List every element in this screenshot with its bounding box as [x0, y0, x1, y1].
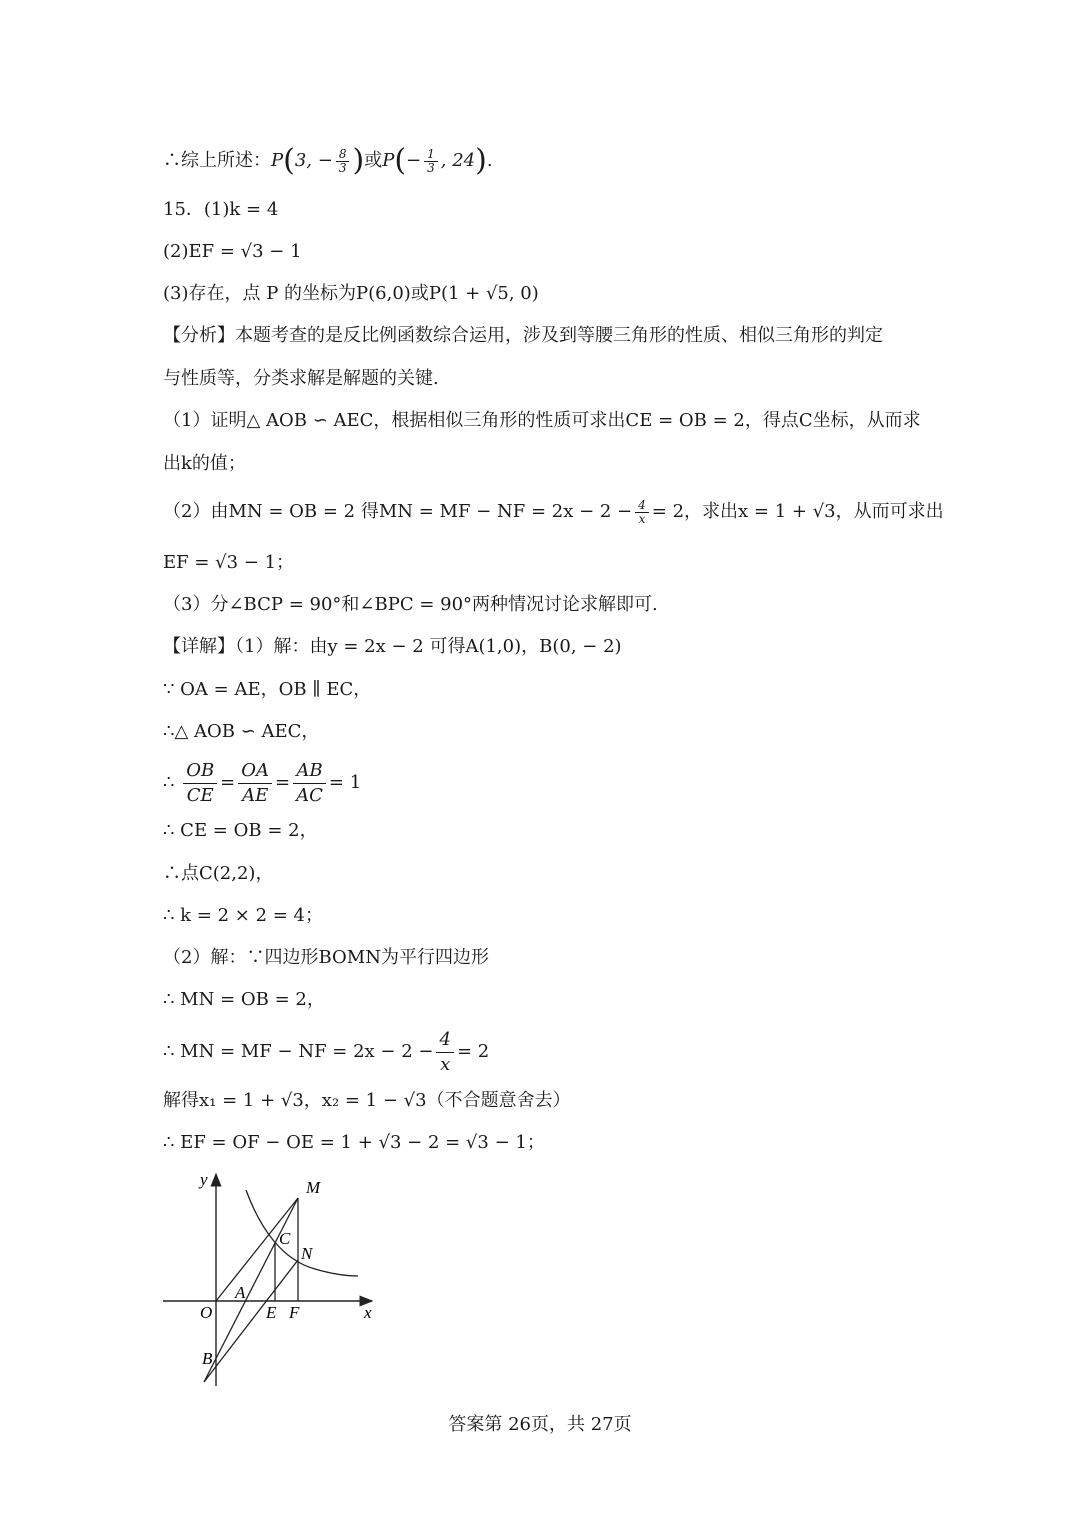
geometry-figure [160, 1168, 400, 1388]
therefore-sign: ∴ [163, 772, 175, 793]
detail-mn-equation [163, 1026, 489, 1078]
label-x: x [364, 1303, 372, 1322]
analysis-step-1: （1）证明△ AOB ∽ AEC，根据相似三角形的性质可求出CE = OB = 2，得点C坐标，从而求 [163, 410, 921, 431]
frac-num: AB [293, 759, 326, 784]
analysis-line-1: 【分析】本题考查的是反比例函数综合运用，涉及到等腰三角形的性质、相似三角形的判定 [163, 325, 883, 346]
analysis-line-2: 与性质等，分类求解是解题的关键. [163, 368, 439, 389]
minus-sign: − [406, 150, 422, 171]
period: . [486, 150, 493, 171]
frac-num: 8 [336, 148, 350, 162]
ratio-equation: ∴ $\frac{OB}{CE}$ = $\frac{OA}{AE}$ = $\frac{AB}{AC}$ = 1 [163, 759, 362, 806]
answer-15-2: (2)EF = √3 − 1 [163, 241, 302, 262]
label-c: C [279, 1229, 291, 1248]
fraction-4-x-large [436, 1028, 453, 1077]
frac-den: x [638, 511, 646, 526]
frac-num: OB [183, 759, 217, 784]
label-m: M [306, 1178, 321, 1197]
equals-one: = 1 [328, 772, 362, 793]
frac-den: x [440, 1053, 451, 1075]
page-footer: 答案第 26页，共 27页 [448, 1414, 632, 1435]
line-om [216, 1198, 298, 1301]
label-b: B [202, 1349, 213, 1368]
fraction-8-3 [336, 148, 350, 175]
point-p-label: P [271, 150, 284, 171]
fraction-ob-ce [183, 759, 217, 808]
paren-open-2: ( [394, 143, 407, 178]
coord-part: 3, − [294, 150, 333, 171]
analysis-step-1-cont: 出k的值； [163, 453, 246, 474]
detail-line-ce: ∴ CE = OB = 2， [163, 820, 318, 841]
paren-close: ) [352, 143, 365, 178]
answer-15-3: (3)存在，点 P 的坐标为P(6,0)或P(1 + √5, 0) [163, 283, 539, 304]
label-n: N [301, 1244, 313, 1263]
label-f: F [289, 1303, 300, 1322]
frac-num: OA [238, 759, 272, 784]
analysis-step-3: （3）分∠BCP = 90°和∠BPC = 90°两种情况讨论求解即可. [163, 594, 658, 615]
fraction-1-3 [424, 148, 438, 175]
answer-15-1: 15．(1)k = 4 [163, 199, 279, 220]
detail-ef-result: ∴ EF = OF − OE = 1 + √3 − 2 = √3 − 1； [163, 1132, 545, 1153]
frac-num: 4 [635, 499, 649, 513]
detail-mn-ob: ∴ MN = OB = 2， [163, 989, 325, 1010]
fraction-ab-ac [293, 759, 326, 808]
or-word: 或 [364, 150, 383, 171]
analysis-step-2-cont: EF = √3 − 1； [163, 552, 295, 573]
summary-prefix: ∴综上所述： [163, 150, 271, 171]
paren-open: ( [283, 143, 295, 178]
label-e: E [266, 1303, 277, 1322]
label-a: A [235, 1283, 246, 1302]
frac-num: 1 [424, 148, 438, 162]
paren-close-2: ) [475, 143, 487, 178]
hyperbola-curve [246, 1190, 358, 1276]
frac-den: 3 [427, 160, 435, 175]
frac-den: 3 [338, 160, 347, 175]
fraction-4-x [635, 499, 649, 526]
summary-line [163, 143, 493, 178]
detail-solve-x: 解得x₁ = 1 + √3，x₂ = 1 − √3（不合题意舍去） [163, 1090, 571, 1111]
detail-line-1: 【详解】（1）解：由y = 2x − 2 可得A(1,0)，B(0, − 2) [163, 636, 622, 657]
frac-num: 4 [436, 1028, 453, 1053]
frac-den: CE [186, 784, 214, 806]
equation-part-b: = 2 [456, 1041, 490, 1062]
frac-den: AC [296, 784, 323, 806]
label-y: y [200, 1170, 208, 1189]
label-o: O [200, 1303, 213, 1322]
step2-part-a: （2）由MN = OB = 2 得MN = MF − NF = 2x − 2 − [163, 501, 633, 522]
point-p-label-2: P [382, 150, 395, 171]
coord-part-2: , 24 [440, 150, 476, 171]
line-bm [204, 1198, 298, 1382]
detail-line-point-c: ∴点C(2,2)， [163, 863, 274, 884]
detail-line-3: ∴△ AOB ∽ AEC， [163, 721, 320, 742]
analysis-step-2 [163, 494, 944, 530]
frac-den: AE [242, 784, 269, 806]
detail-line-2: ∵ OA = AE，OB ∥ EC， [163, 679, 372, 700]
equation-part-a: ∴ MN = MF − NF = 2x − 2 − [163, 1041, 434, 1062]
step2-part-b: = 2，求出x = 1 + √3，从而可求出 [651, 501, 944, 522]
detail-part-2-start: （2）解：∵四边形BOMN为平行四边形 [163, 947, 489, 968]
line-bn [204, 1260, 298, 1382]
fraction-oa-ae [238, 759, 272, 808]
detail-line-k: ∴ k = 2 × 2 = 4； [163, 905, 324, 926]
